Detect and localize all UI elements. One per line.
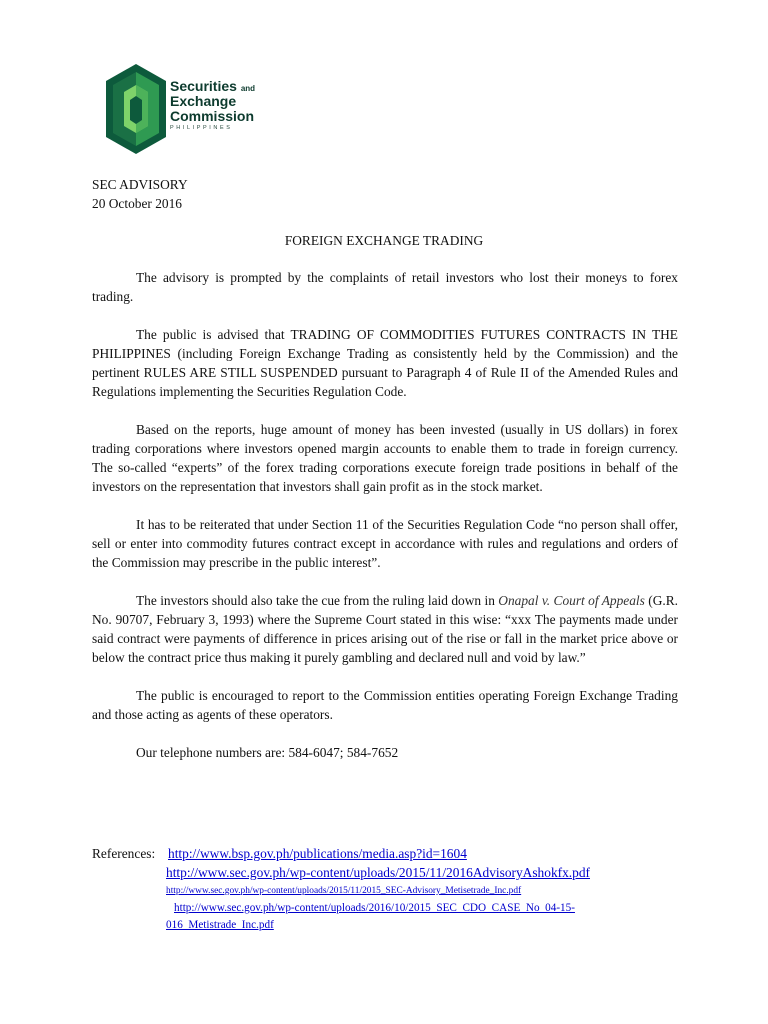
paragraph-4: It has to be reiterated that under Section 11 of the Securities Regulation Code “no person shall offer, sell or enter into commodity futures contract except in accordance with rules and regulations and orders of the Commission may prescribe in the public interest”. bbox=[92, 517, 678, 570]
reference-link-metisetrade-advisory[interactable]: http://www.sec.gov.ph/wp-content/uploads/2015/11/2015_SEC-Advisory_Metisetrade_Inc.pdf bbox=[166, 886, 522, 896]
advisory-header bbox=[92, 175, 188, 213]
paragraph-5-post: (G.R. No. 90707, February 3, 1993) where the Supreme Court stated in this wise: “xxx The payments made under said contract were payments of difference in prices arising out of the rise or fall in the market price above or below the contract price thus making it purely gambling and declared null and void by law.” bbox=[92, 593, 678, 665]
case-title: Onapal v. Court of Appeals bbox=[498, 593, 645, 608]
sec-emblem-icon bbox=[104, 62, 168, 156]
sec-logo bbox=[104, 62, 284, 158]
reference-link-bsp[interactable]: http://www.bsp.gov.ph/publications/media.asp?id=1604 bbox=[168, 846, 467, 861]
logo-wordmark: Securities and Exchange Commission PHILIPPINES bbox=[170, 78, 256, 131]
paragraph-3: Based on the reports, huge amount of money has been invested (usually in US dollars) in forex trading corporations where investors opened margin accounts to enable them to trade in foreign currency. The so-called “experts” of the forex trading corporations execute foreign trade positions in behalf of the investors on the representation that investors shall gain profit as in the stock market. bbox=[92, 422, 678, 494]
reference-link-cdo-case-cont[interactable]: 016_Metistrade_Inc.pdf bbox=[166, 919, 274, 931]
references-label: References: bbox=[92, 846, 156, 861]
reference-link-ashokfx[interactable]: http://www.sec.gov.ph/wp-content/uploads/2015/11/2016AdvisoryAshokfx.pdf bbox=[166, 865, 590, 880]
advisory-body bbox=[92, 268, 678, 781]
paragraph-1: The advisory is prompted by the complaints of retail investors who lost their moneys to forex trading. bbox=[92, 270, 678, 304]
paragraph-5 bbox=[92, 591, 678, 667]
paragraph-2: The public is advised that TRADING OF COMMODITIES FUTURES CONTRACTS IN THE PHILIPPINES (including Foreign Exchange Trading as consistently held by the Commission) and the pertinent RULES ARE STILL SUSPENDED pursuant to Paragraph 4 of Rule II of the Amended Rules and Regulations implementing the Securities Regulation Code. bbox=[92, 327, 678, 399]
telephone-numbers: Our telephone numbers are: 584-6047; 584-7652 bbox=[136, 745, 399, 760]
reference-link-cdo-case[interactable]: http://www.sec.gov.ph/wp-content/uploads/2016/10/2015_SEC_CDO_CASE_No_04-15- bbox=[174, 902, 575, 914]
advisory-date: 20 October 2016 bbox=[92, 196, 182, 211]
paragraph-5-pre: The investors should also take the cue from the ruling laid down in bbox=[136, 593, 499, 608]
page-title: FOREIGN EXCHANGE TRADING bbox=[284, 233, 484, 248]
advisory-type: SEC ADVISORY bbox=[92, 177, 188, 192]
paragraph-6: The public is encouraged to report to the Commission entities operating Foreign Exchange Trading and those acting as agents of these operators. bbox=[92, 688, 678, 722]
